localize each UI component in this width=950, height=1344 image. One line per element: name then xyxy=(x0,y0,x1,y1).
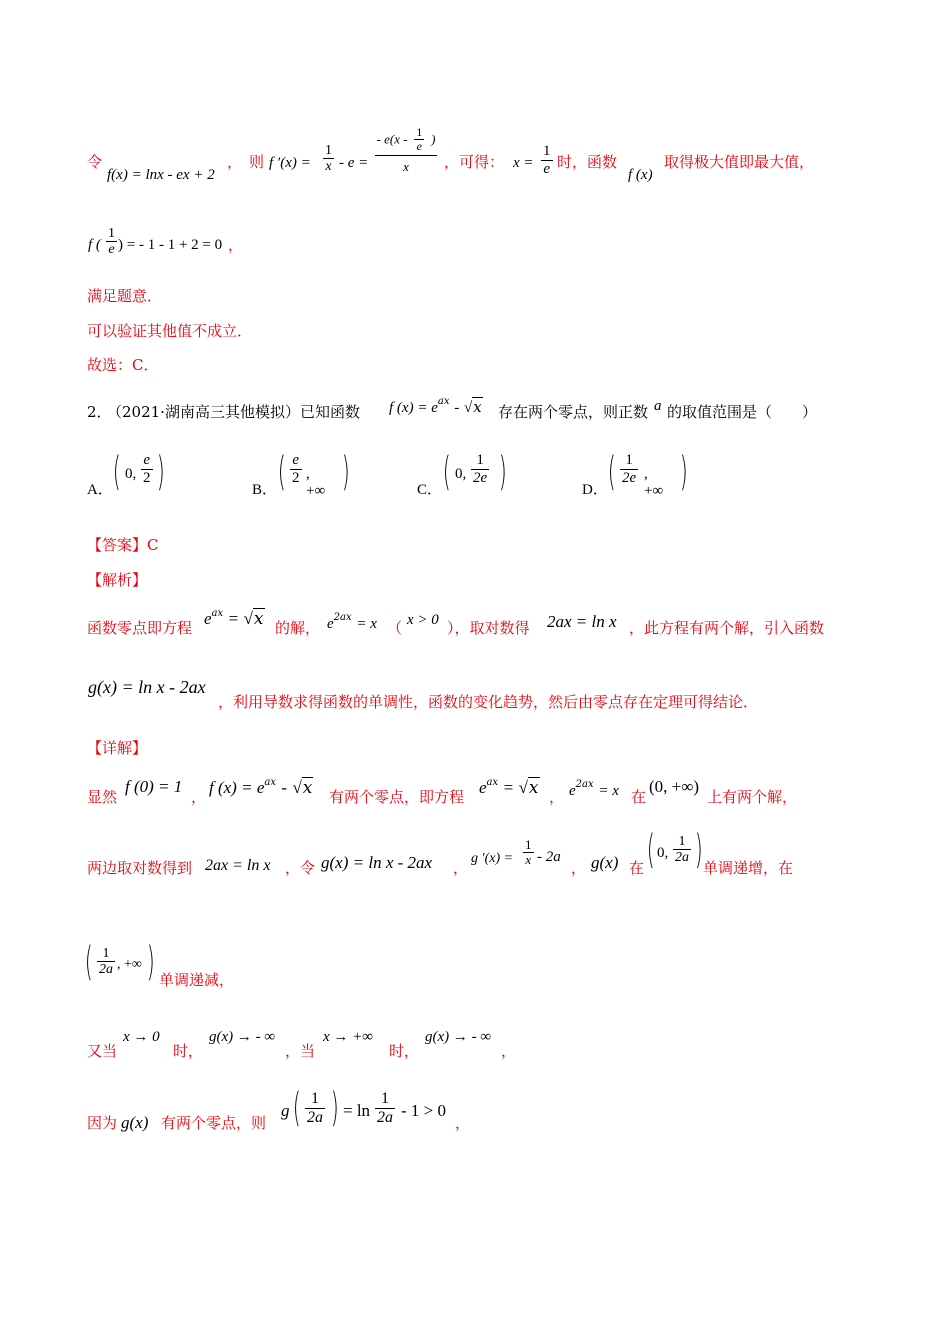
detail-line-1 xyxy=(87,774,867,804)
frac-num: e xyxy=(290,452,302,470)
x-equals: x = xyxy=(513,155,534,171)
detail-text: 在 xyxy=(631,788,647,806)
g-arg-fraction xyxy=(305,1090,325,1126)
detail-line-5 xyxy=(87,1085,867,1138)
analysis-text: 的解， xyxy=(275,619,321,637)
frac-num: e xyxy=(141,452,153,470)
minus: - xyxy=(281,778,288,797)
comma: ， xyxy=(227,153,243,171)
detail-text: 时， xyxy=(173,1042,204,1060)
frac-num: 1 xyxy=(416,125,423,139)
kede-text: ，可得： xyxy=(444,153,505,171)
detail-text: ，令 xyxy=(285,859,316,877)
question-tail: 的取值范围是（ ） xyxy=(667,403,818,421)
frac-num: 1 xyxy=(673,834,691,850)
fraction-1-over-x xyxy=(523,838,534,868)
frac-den: e xyxy=(108,242,115,258)
gx: g(x) xyxy=(121,1113,149,1132)
paren-open-icon: ( xyxy=(646,827,655,873)
paren-open-icon: ( xyxy=(292,1085,301,1131)
eq-exp: 2ax xyxy=(333,612,352,623)
equation-2 xyxy=(327,613,377,632)
option-fraction xyxy=(471,452,489,486)
comma: ， xyxy=(549,788,565,806)
equation-e2a xyxy=(569,780,619,799)
detail-text: 在 xyxy=(629,859,645,877)
paren-open-icon: ( xyxy=(607,449,616,495)
paren-open-icon: ( xyxy=(84,939,93,985)
detail-text: 因为 xyxy=(87,1114,118,1132)
gx: g(x) xyxy=(591,853,619,872)
frac-num: 1 xyxy=(325,143,332,158)
option-right: , +∞ xyxy=(644,466,664,499)
detail-text: 上有两个解， xyxy=(707,788,798,806)
analysis-text: 函数零点即方程 xyxy=(87,619,193,637)
eq-rhs: = x xyxy=(598,783,619,799)
one-over-e xyxy=(414,126,424,153)
paren-open: （ xyxy=(387,619,403,637)
option-left: 0, xyxy=(125,466,137,482)
comma: ， xyxy=(453,859,469,877)
shi-hanshu-text: 时，函数 xyxy=(557,153,618,171)
frac-den: 2e xyxy=(622,469,637,486)
interval-left: 0, xyxy=(657,845,669,861)
frac-num: 1 xyxy=(305,1090,325,1109)
paren-open-icon: ( xyxy=(277,449,286,495)
question-function xyxy=(389,397,483,416)
eq-exp: ax xyxy=(211,608,224,619)
equation-1 xyxy=(204,609,265,628)
eq-exp: 2ax xyxy=(575,779,594,790)
answer-tag: 【答案】 xyxy=(87,536,148,554)
fx: f (x) xyxy=(628,167,653,183)
inequality-tail: - 1 > 0 xyxy=(401,1101,446,1120)
frac-num: 1 xyxy=(375,1090,395,1109)
g-prime-lhs: g ′(x) = xyxy=(471,851,514,866)
detail-text: 单调递增，在 xyxy=(703,859,794,877)
max-text: 取得极大值即最大值， xyxy=(664,153,815,171)
detail-text: 显然 xyxy=(87,788,118,806)
comma: ， xyxy=(571,859,587,877)
fx-exp: ax xyxy=(264,777,276,788)
paren-close: ) xyxy=(431,131,436,147)
detail-text: 两边取对数得到 xyxy=(87,859,193,877)
comma: ， xyxy=(228,236,244,254)
detail-line-2 xyxy=(87,827,867,880)
comma: ， xyxy=(455,1114,471,1132)
sqrt-icon: √ xyxy=(243,609,253,628)
paren-close-icon: ) xyxy=(146,939,155,985)
option-left: 0, xyxy=(455,466,467,482)
option-fraction xyxy=(620,452,638,486)
f-zero: f (0) = 1 xyxy=(125,777,183,796)
paren-open-icon: ( xyxy=(442,449,451,495)
g-symbol: g xyxy=(281,1101,290,1120)
param-a: a xyxy=(654,398,662,414)
interval-right: , +∞ xyxy=(117,957,142,972)
g-limit-2: g(x) → - ∞ xyxy=(425,1029,492,1045)
equation-3: 2ax = ln x xyxy=(547,612,617,631)
sqrt-icon: √ xyxy=(464,400,473,416)
option-fraction xyxy=(141,452,153,486)
sqrt-icon: √ xyxy=(292,778,302,797)
g-limit-1: g(x) → - ∞ xyxy=(209,1029,276,1045)
question-number: 2． xyxy=(87,403,112,421)
equals-ln: = ln xyxy=(343,1101,371,1120)
sqrt-content: x xyxy=(302,778,313,798)
question-after: 存在两个零点，则正数 xyxy=(498,403,649,421)
option-fraction xyxy=(290,452,302,486)
frac-den: 2a xyxy=(675,850,689,866)
sqrt-content: x xyxy=(473,398,482,416)
eq-e: e xyxy=(204,609,212,628)
paren-close-icon: ) xyxy=(156,449,165,495)
analysis-tag: 【解析】 xyxy=(87,571,148,589)
answer-value: C xyxy=(147,536,159,554)
paren-close-icon: ) xyxy=(694,827,703,873)
paren-close-icon: ) xyxy=(330,1085,339,1131)
answer-line xyxy=(87,538,159,553)
eq-equals: = xyxy=(503,778,514,797)
minus: - xyxy=(454,400,460,416)
frac-den: 2 xyxy=(292,469,300,486)
eq-e: e xyxy=(569,783,576,799)
option-label: B． xyxy=(252,482,278,498)
minus-e: - e = xyxy=(339,155,369,171)
analysis-text: ，此方程有两个解，引入函数 xyxy=(629,619,825,637)
func-exp: ax xyxy=(437,396,450,407)
satisfy-text: 满足题意． xyxy=(87,287,163,305)
frac-num: 1 xyxy=(108,226,115,241)
detail-tag: 【详解】 xyxy=(87,739,148,757)
fx-expression xyxy=(209,778,313,797)
sqrt-icon: √ xyxy=(518,778,528,797)
detail-text: 时， xyxy=(389,1042,420,1060)
eq-exp: ax xyxy=(486,777,499,788)
condition: x > 0 xyxy=(407,612,439,628)
func-lhs: f (x) = e xyxy=(389,400,438,416)
big-fraction xyxy=(375,126,437,173)
ln-fraction xyxy=(375,1090,395,1126)
interval-fraction xyxy=(673,834,691,866)
frac-den: 2 xyxy=(143,469,151,486)
paren-close-icon: ) xyxy=(341,449,350,495)
frac-den: 2a xyxy=(307,1108,323,1126)
analysis-text: ，利用导数求得函数的单调性，函数的变化趋势，然后由零点存在定理可得结论． xyxy=(218,693,759,711)
fraction-1-over-e xyxy=(106,226,117,258)
f-value: ) = - 1 - 1 + 2 = 0 xyxy=(118,237,223,253)
frac-num: 1 xyxy=(525,837,532,852)
frac-den: x xyxy=(525,852,532,868)
log-equation: 2ax = ln x xyxy=(205,857,271,874)
sqrt-content: x xyxy=(528,778,539,798)
comma: ， xyxy=(191,788,207,806)
frac-den: x xyxy=(325,159,332,175)
analysis-line-1 xyxy=(87,605,867,635)
option-label: C． xyxy=(417,482,443,498)
big-frac-den: x xyxy=(403,159,409,175)
eq-equals: = xyxy=(228,609,239,628)
frac-den: 2a xyxy=(99,962,113,978)
big-frac-num: - e(x - xyxy=(376,131,408,147)
option-right: , +∞ xyxy=(306,466,326,499)
eq-rhs: = x xyxy=(356,616,377,632)
paren-close-icon: ) xyxy=(498,449,507,495)
f-open: f ( xyxy=(88,237,101,253)
detail-text: ，当 xyxy=(285,1042,316,1060)
frac-num: 1 xyxy=(471,452,489,470)
frac-den: e xyxy=(543,160,551,177)
option-label: A． xyxy=(87,482,113,498)
analysis-text: ），取对数得 xyxy=(447,619,530,637)
fraction-1-over-x xyxy=(323,143,334,175)
interval-fraction xyxy=(97,946,115,978)
fraction-1-over-e xyxy=(541,143,553,177)
ling-text: 令 xyxy=(87,153,103,171)
comma: ， xyxy=(501,1042,517,1060)
eq-e: e xyxy=(479,778,487,797)
paren-close-icon: ) xyxy=(679,449,688,495)
f-definition: f(x) = lnx - ex + 2 xyxy=(107,167,215,183)
equation-ea xyxy=(479,778,540,797)
detail-line-4 xyxy=(87,1028,867,1060)
g-definition: g(x) = ln x - 2ax xyxy=(88,677,206,697)
frac-den: e xyxy=(416,139,422,154)
sqrt-content: x xyxy=(253,609,264,629)
f-prime-lhs: f ′(x) = xyxy=(269,155,311,171)
detail-text: 有两个零点，则 xyxy=(161,1114,267,1132)
frac-den: 2a xyxy=(377,1108,393,1126)
interval: (0, +∞) xyxy=(649,777,700,796)
frac-num: 1 xyxy=(97,946,115,962)
limit-2: x → +∞ xyxy=(323,1029,373,1045)
g-definition: g(x) = ln x - 2ax xyxy=(321,853,433,872)
limit-1: x → 0 xyxy=(123,1029,160,1045)
g-prime-tail: - 2a xyxy=(537,849,561,865)
detail-text: 有两个零点，即方程 xyxy=(329,788,465,806)
detail-text: 又当 xyxy=(87,1042,118,1060)
frac-num: 1 xyxy=(620,452,638,470)
option-label: D． xyxy=(582,482,608,498)
fx-lhs: f (x) = e xyxy=(209,778,265,797)
frac-den: 2e xyxy=(473,469,488,486)
choose-text: 故选：C． xyxy=(87,356,159,374)
analysis-line-2 xyxy=(88,678,868,714)
detail-text: 单调递减， xyxy=(159,971,235,989)
frac-num: 1 xyxy=(543,143,551,159)
options-row xyxy=(87,450,787,500)
ze-text: 则 xyxy=(249,153,265,171)
paren-open-icon: ( xyxy=(112,449,121,495)
eq-e: e xyxy=(327,616,334,632)
verify-text: 可以验证其他值不成立． xyxy=(87,322,253,340)
question-source: （2021·湖南高三其他模拟）已知函数 xyxy=(107,403,360,421)
